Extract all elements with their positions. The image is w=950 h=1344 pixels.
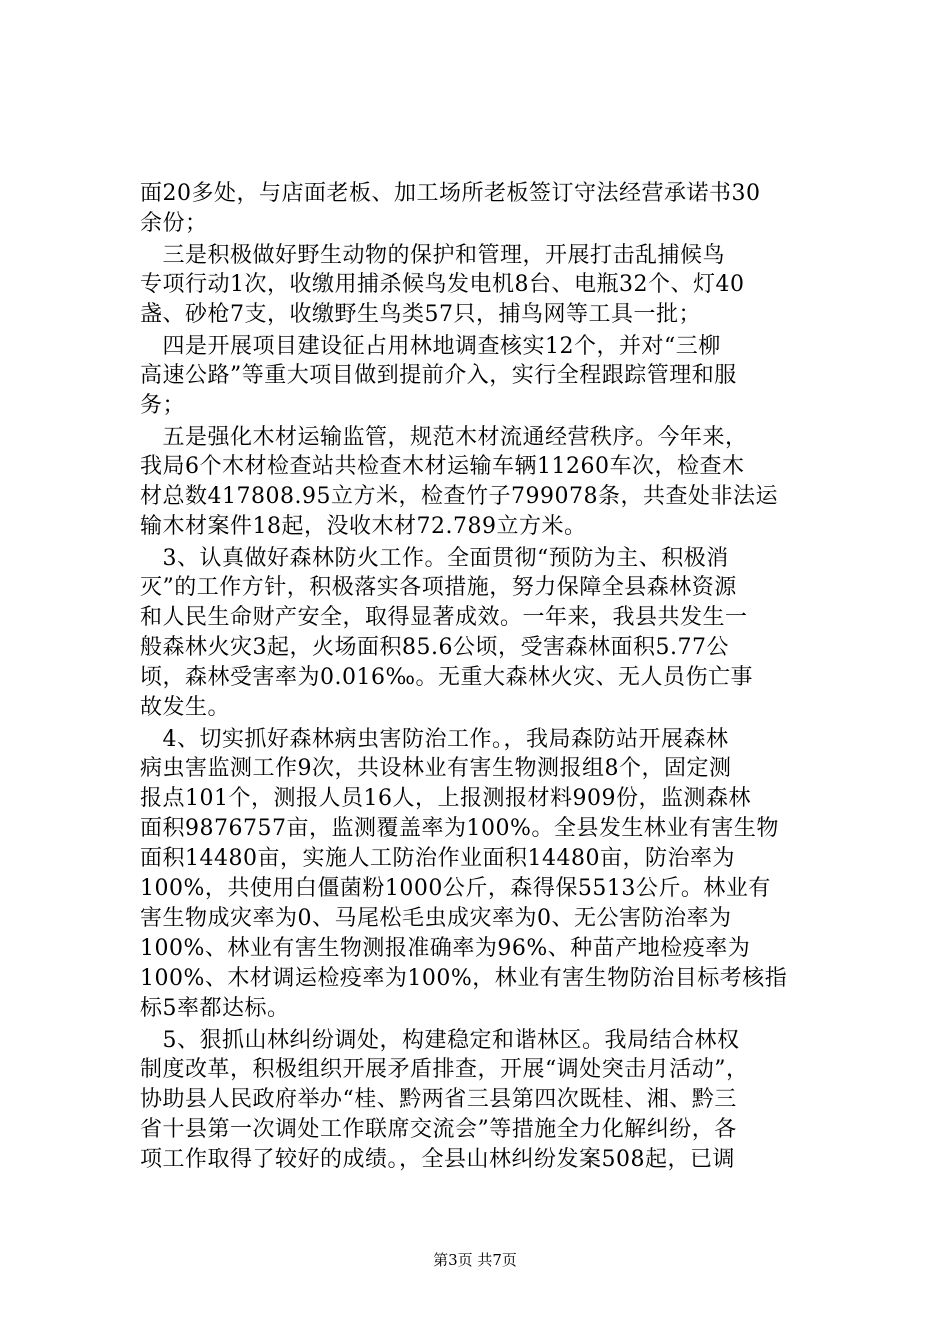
text-line: 务； [140, 393, 186, 418]
text-line: 100%、林业有害生物测报准确率为96%、种苗产地检疫率为 [140, 936, 751, 961]
text-line: 专项行动1次，收缴用捕杀候鸟发电机8台、电瓶32个、灯40 [140, 272, 745, 297]
text-line: 顷，森林受害率为0.016‰。无重大森林火灾、无人员伤亡事 [140, 665, 754, 690]
text-line: 标5率都达标。 [140, 996, 290, 1021]
text-line: 面积9876757亩，监测覆盖率为100%。全县发生林业有害生物 [140, 816, 779, 841]
text-line: 般森林火灾3起，火场面积85.6公顷，受害森林面积5.77公 [140, 635, 729, 660]
text-line: 输木材案件18起，没收木材72.789立方米。 [140, 514, 587, 539]
text-line: 5、狠抓山林纠纷调处，构建稳定和谐林区。我局结合林权 [140, 1028, 740, 1053]
text-line: 盏、砂枪7支，收缴野生鸟类57只，捕鸟网等工具一批； [140, 302, 701, 327]
text-line: 和人民生命财产安全，取得显著成效。一年来，我县共发生一 [140, 605, 748, 630]
text-line: 五是强化木材运输监管，规范木材流通经营秩序。今年来， [140, 425, 748, 450]
text-line: 报点101个，测报人员16人，上报测报材料909份，监测森林 [140, 786, 751, 811]
text-line: 制度改革，积极组织开展矛盾排查，开展“调处突击月活动”， [140, 1057, 749, 1082]
text-line: 害生物成灾率为0、马尾松毛虫成灾率为0、无公害防治率为 [140, 906, 732, 931]
text-line: 病虫害监测工作9次，共设林业有害生物测报组8个，固定测 [140, 756, 732, 781]
text-line: 3、认真做好森林防火工作。全面贯彻“预防为主、积极消 [140, 546, 729, 571]
text-line: 4、切实抓好森林病虫害防治工作。，我局森防站开展森林 [140, 727, 729, 752]
text-line: 我局6个木材检查站共检查木材运输车辆11260车次，检查木 [140, 454, 745, 479]
text-line: 100%、木材调运检疫率为100%，林业有害生物防治目标考核指 [140, 966, 788, 991]
page-footer: 第3页 共7页 [433, 1251, 517, 1269]
text-line: 面20多处，与店面老板、加工场所老板签订守法经营承诺书30 [140, 181, 761, 206]
text-line: 材总数417808.95立方米，检查竹子799078条，共查处非法运 [140, 484, 778, 509]
text-line: 灭”的工作方针，积极落实各项措施，努力保障全县森林资源 [140, 575, 737, 600]
text-line: 余份； [140, 211, 208, 236]
text-line: 协助县人民政府举办“桂、黔两省三县第四次既桂、湘、黔三 [140, 1087, 737, 1112]
text-line: 三是积极做好野生动物的保护和管理，开展打击乱捕候鸟 [140, 243, 726, 268]
text-line: 四是开展项目建设征占用林地调查核实12个，并对“三柳 [140, 334, 721, 359]
text-line: 面积14480亩，实施人工防治作业面积14480亩，防治率为 [140, 846, 735, 871]
text-line: 省十县第一次调处工作联席交流会”等措施全力化解纠纷，各 [140, 1117, 737, 1142]
text-line: 项工作取得了较好的成绩。，全县山林纠纷发案508起，已调 [140, 1147, 735, 1172]
text-line: 高速公路”等重大项目做到提前介入，实行全程跟踪管理和服 [140, 363, 737, 388]
text-line: 故发生。 [140, 695, 231, 720]
text-line: 100%，共使用白僵菌粉1000公斤，森得保5513公斤。林业有 [140, 876, 771, 901]
